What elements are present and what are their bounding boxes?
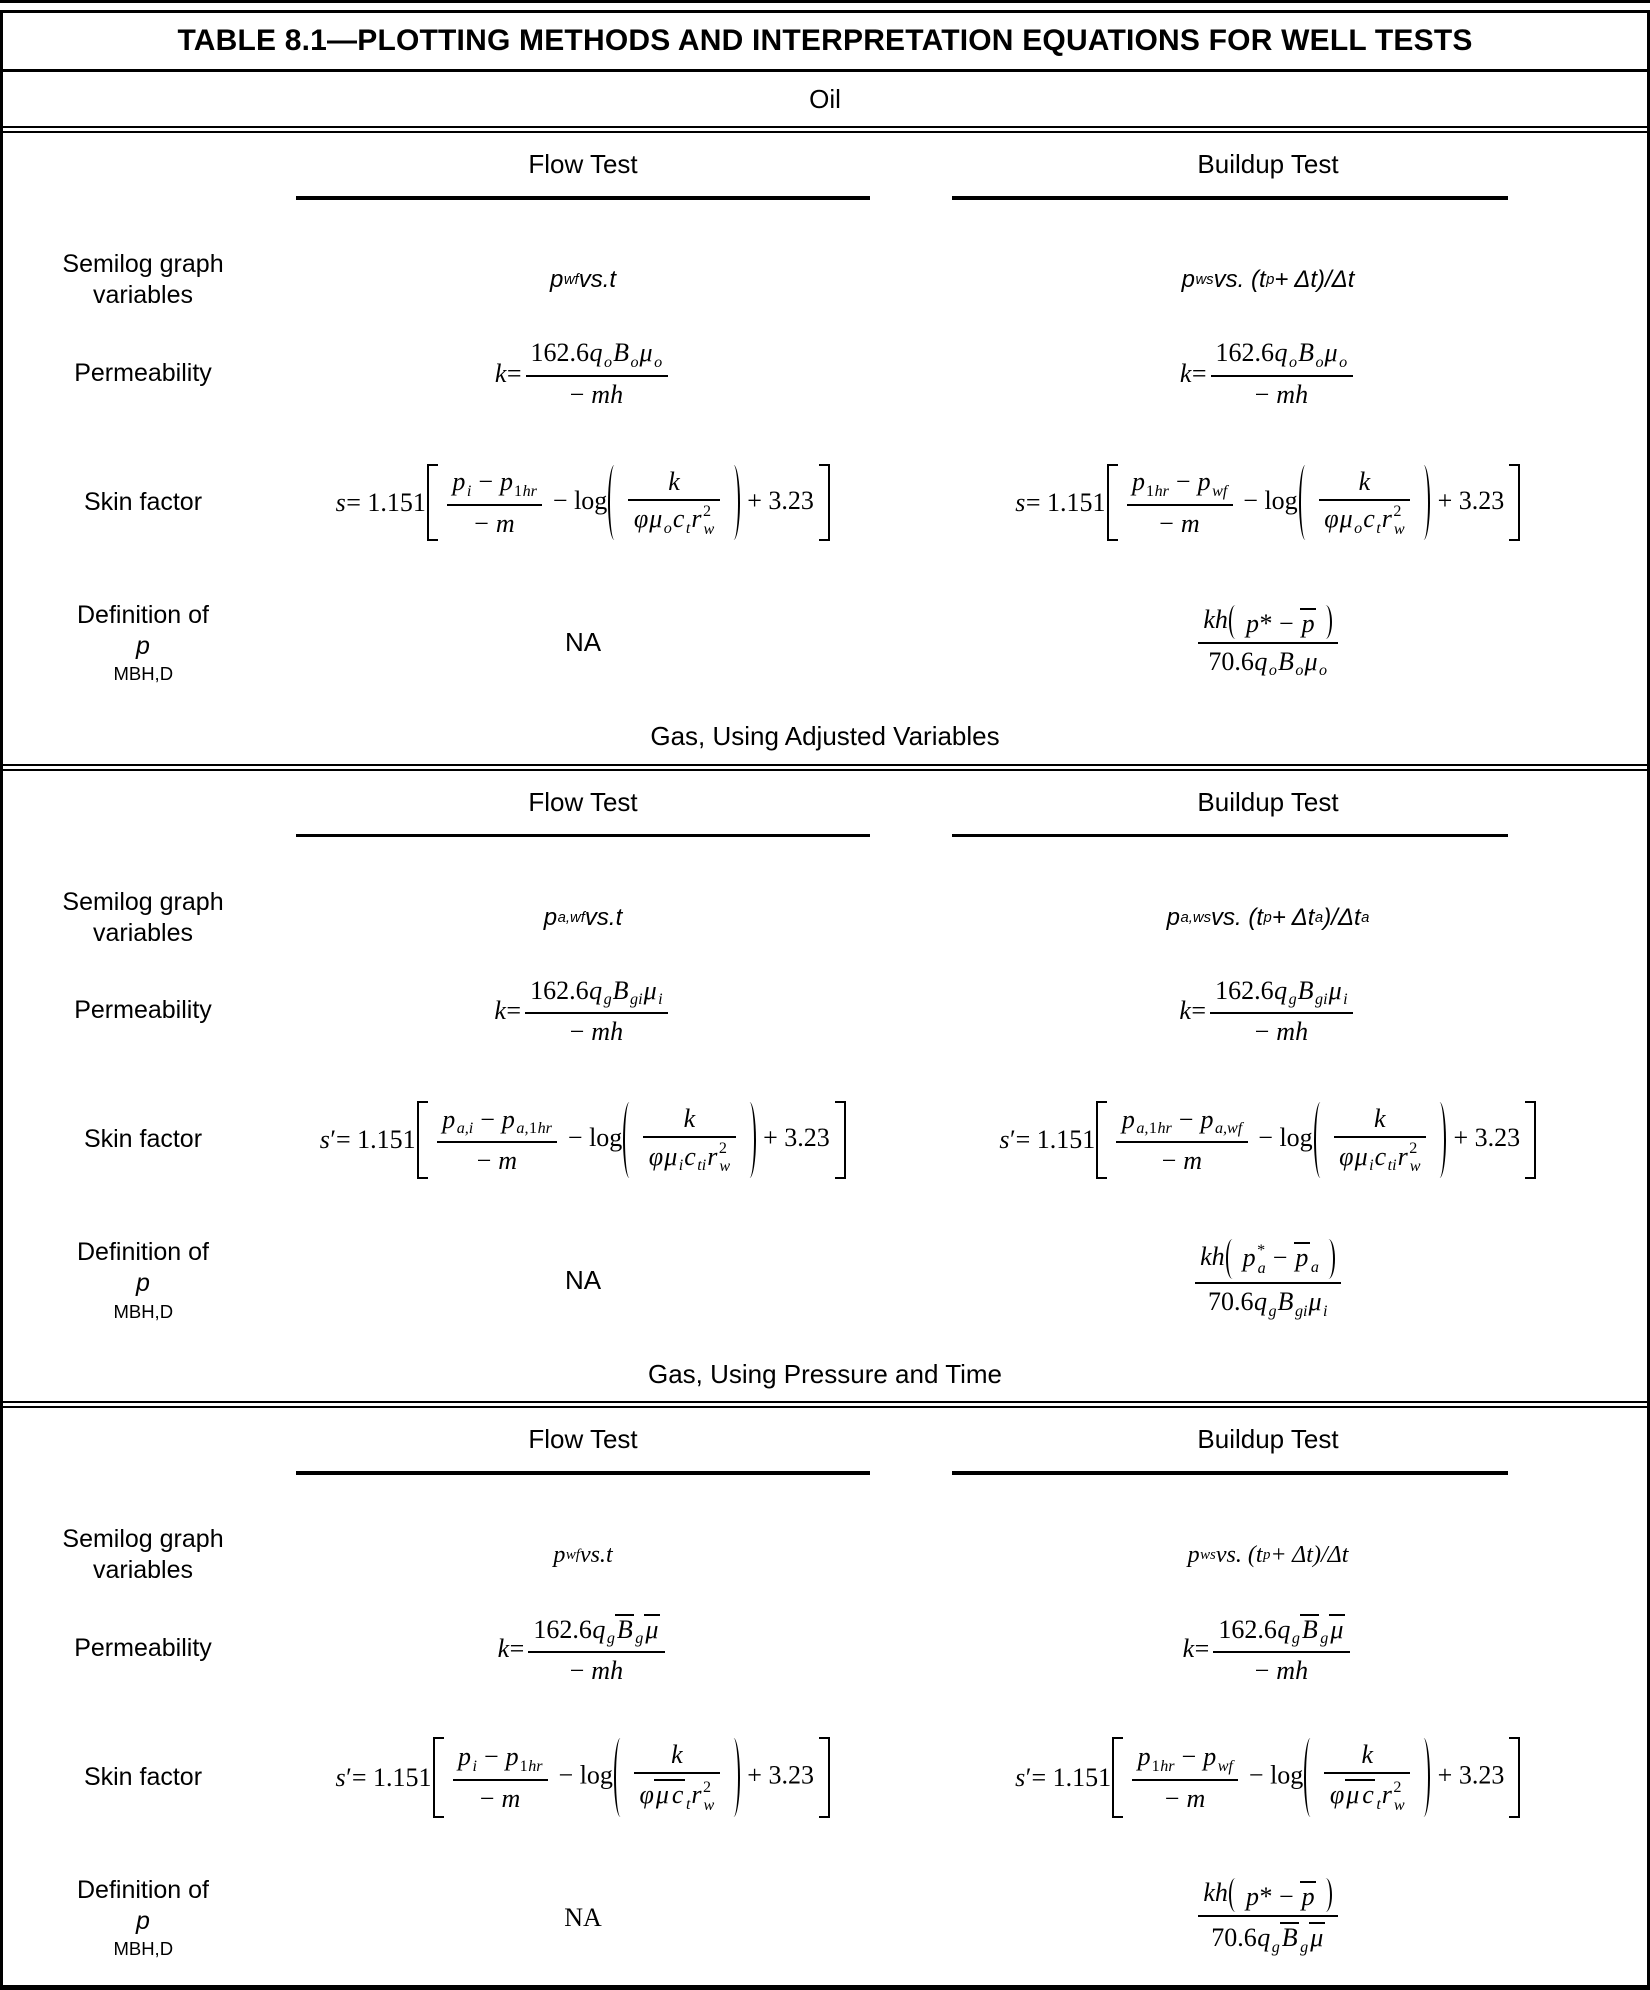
column-header-flow-label: Flow Test xyxy=(528,786,638,817)
column-header-buildup-label: Buildup Test xyxy=(1197,786,1339,817)
equation-pmbh-flow-na: NA xyxy=(564,1264,602,1295)
equation-permeability-buildup: k = $162.6q_oB_o\mu_o$ − mh xyxy=(883,318,1650,430)
equation-pmbh-buildup: kh p* − p $70.6q_oB_o\mu_o$ xyxy=(883,576,1650,710)
equation-permeability-flow: k = $162.6q_gB_{gi}\mu_i$ − mh xyxy=(283,955,883,1067)
table-title: TABLE 8.1—PLOTTING METHODS AND INTERPRETATION EQUATIONS FOR WELL TESTS xyxy=(3,13,1647,72)
section-oil xyxy=(3,72,1647,710)
column-header-buildup-rule xyxy=(952,196,1508,200)
section-divider-rule xyxy=(3,764,1647,771)
column-header-buildup-rule xyxy=(952,1471,1508,1475)
column-header-buildup-label: Buildup Test xyxy=(1197,1424,1339,1454)
section-divider-rule xyxy=(3,1401,1647,1408)
row-label-semilog xyxy=(3,1518,283,1593)
equation-permeability-flow: k = $162.6q_oB_o\mu_o$ − mh xyxy=(283,318,883,430)
column-header-flow xyxy=(283,771,883,881)
row-label-semilog-line1: Semilog graph xyxy=(62,250,224,278)
column-header-flow-rule xyxy=(296,1471,870,1475)
column-header-flow-rule xyxy=(296,196,870,200)
row-label-skin-factor: Skin factor xyxy=(83,1762,203,1791)
equation-permeability-buildup: k = $162.6q_gB_{gi}\mu_i$ − mh xyxy=(883,955,1650,1067)
equation-semilog-flow: p wf vs. t xyxy=(553,1541,613,1568)
row-label-semilog-line2: variables xyxy=(92,1556,194,1585)
column-header-flow-rule xyxy=(296,834,870,838)
section-grid xyxy=(3,1408,1647,1985)
row-label-pmbh-definition: Definition of p MBH,D xyxy=(76,1238,210,1322)
equation-semilog-buildup: p a,ws vs. ( t p + Δ t a )/Δ t a xyxy=(1166,903,1370,931)
section-gas-pressure-time xyxy=(3,1347,1647,1985)
equation-permeability-flow: k = $162.6q_gB$ $_g$μ − mh xyxy=(283,1593,883,1705)
section-heading: Oil xyxy=(809,83,841,114)
section-gas-adjusted xyxy=(3,710,1647,1348)
column-header-buildup xyxy=(883,1408,1650,1518)
row-label-skin-factor: Skin factor xyxy=(83,1125,203,1154)
row-label-semilog-line2: variables xyxy=(92,281,194,310)
row-label-permeability: Permeability xyxy=(74,358,212,387)
well-test-table xyxy=(0,10,1650,1990)
row-label-semilog-line1: Semilog graph xyxy=(62,887,224,916)
row-label-semilog xyxy=(3,881,283,956)
column-header-buildup xyxy=(883,771,1650,881)
equation-semilog-buildup: p ws vs. ( t p + Δ t )/Δ t xyxy=(1187,1541,1349,1568)
equation-permeability-buildup: k = $162.6q_gB$ $_g$μ − mh xyxy=(883,1593,1650,1705)
row-label-spacer xyxy=(3,133,283,243)
row-label-semilog-line1: Semilog graph xyxy=(62,1525,224,1553)
equation-skin-flow: s ′= 1.151 $\frac{p_{a,i} - p_{a,1hr}}{- m}$ − log k $\varphi\mu_ic_{ti}r$ 2 w + 3.23 xyxy=(283,1067,883,1213)
row-label-pmbh-definition: Definition of p MBH,D xyxy=(76,600,210,685)
equation-semilog-flow: p wf vs. t xyxy=(549,266,617,294)
equation-skin-buildup: s ′= 1.151 $\frac{p_{a,1hr} - p_{a,wf}}{- m}$ − log k $\varphi\mu_ic_{ti}r$ 2 w + 3.23 xyxy=(883,1067,1650,1213)
column-header-flow xyxy=(283,1408,883,1518)
column-header-flow xyxy=(283,133,883,243)
equation-pmbh-flow-na: NA xyxy=(564,627,602,657)
section-divider-rule xyxy=(3,126,1647,133)
section-heading: Gas, Using Adjusted Variables xyxy=(650,721,1000,751)
equation-semilog-flow: p a,wf vs. t xyxy=(543,903,623,931)
column-header-buildup xyxy=(883,133,1650,243)
equation-skin-flow: s = 1.151 $\frac{p_i - p_{1hr}}{- m}$ − log k $\varphi\mu_oc_tr$ 2 w + 3.23 xyxy=(283,430,883,576)
equation-pmbh-flow-na: NA xyxy=(564,1902,602,1932)
section-heading: Gas, Using Pressure and Time xyxy=(647,1358,1003,1389)
row-label-permeability: Permeability xyxy=(74,1633,212,1662)
row-label-permeability: Permeability xyxy=(74,996,212,1025)
row-label-spacer xyxy=(3,771,283,881)
row-label-skin-factor: Skin factor xyxy=(83,487,203,516)
equation-semilog-buildup: p ws vs. ( t p + Δ t )/Δ t xyxy=(1181,266,1355,294)
page-top-rule xyxy=(0,0,1650,3)
equation-skin-buildup: s = 1.151 $p_{1hr} - p_{wf}$ − m − log k $\varphi\mu_oc_tr$ 2 w + 3.23 xyxy=(883,430,1650,576)
row-label-semilog-line2: variables xyxy=(92,918,194,947)
equation-pmbh-buildup: kh p * a − p $_a$ $70.6q_gB_{gi}\mu_i$ xyxy=(883,1213,1650,1347)
column-header-buildup-rule xyxy=(952,834,1508,838)
row-label-semilog xyxy=(3,243,283,318)
equation-pmbh-buildup: kh p* − p $70.6q_gB$ $_g$μ xyxy=(883,1851,1650,1985)
column-header-buildup-label: Buildup Test xyxy=(1197,149,1339,179)
row-label-pmbh-definition: Definition of p MBH,D xyxy=(76,1875,210,1960)
row-label-spacer xyxy=(3,1408,283,1518)
section-grid xyxy=(3,133,1647,710)
equation-skin-flow: s ′= 1.151 $\frac{p_i - p_{1hr}}{- m}$ − log k φμ c $_t$r 2 w + 3.23 xyxy=(283,1705,883,1851)
column-header-flow-label: Flow Test xyxy=(528,1424,638,1454)
column-header-flow-label: Flow Test xyxy=(528,149,638,179)
section-grid xyxy=(3,771,1647,1348)
equation-skin-buildup: s ′= 1.151 $p_{1hr} - p_{wf}$ − m − log k φμ c $_t$r 2 w + 3.23 xyxy=(883,1705,1650,1851)
